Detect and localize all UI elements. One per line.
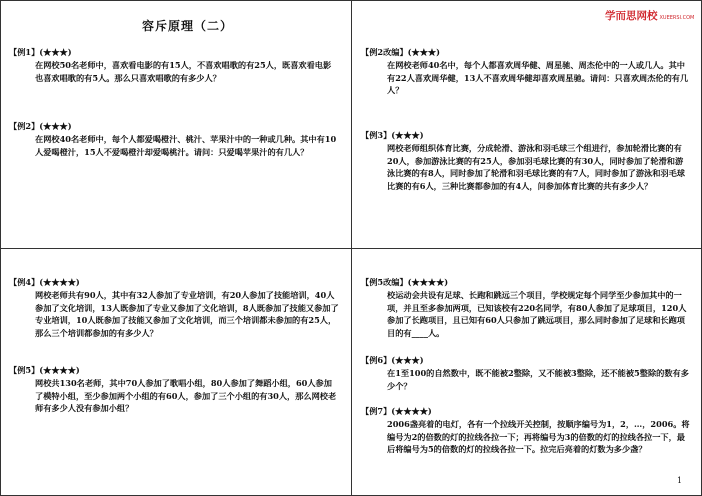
example-body: 网校老师共有90人，其中有32人参加了专业培训，有20人参加了技能培训，40人参加了文化培训，13人既参加了专业又参加了文化培训，8人既参加了技能又参加了专业培训，10人既参加了技能又参加了文化培训，而三个培训都未参加的有25人，那么三个培训都参加的有多少人？: [35, 289, 339, 339]
example-3: [361, 129, 691, 193]
brand-name: 学而思网校: [605, 10, 658, 22]
example-tag: 【例5】(★★★★): [9, 365, 80, 375]
example-tag: 【例4】(★★★★): [9, 277, 80, 287]
example-tag: 【例5改编】(★★★★): [361, 277, 449, 287]
example-7: [361, 405, 691, 456]
example-tag: 【例2改编】(★★★): [361, 47, 440, 57]
horizontal-divider: [0, 248, 702, 249]
example-6: [361, 354, 691, 392]
example-2: [9, 120, 339, 158]
example-body: 在1至100的自然数中，既不能被2整除，又不能被3整除，还不能被5整除的数有多少个？: [387, 367, 689, 391]
example-tag: 【例6】(★★★): [361, 355, 424, 365]
example-body: 网校老师组织体育比赛，分成轮滑、游泳和羽毛球三个组进行，参加轮滑比赛的有20人，参加游泳比赛的有25人，参加羽毛球比赛的有30人，同时参加了轮滑和游泳比赛的有8人，同时参加了轮滑和羽毛球比赛的有7人，同时参加了游泳和羽毛球比赛的有6人，三种比赛都参加的有4人，问参加体育比赛的共有多少人？: [387, 142, 685, 192]
example-body: 2006盏亮着的电灯，各有一个拉线开关控制，按顺序编号为1，2，…，2006。将编号为2的倍数的灯的拉线各拉一下；再将编号为3的倍数的灯的拉线各拉一下，最后将编号为5的倍数的灯的拉线各拉一下。拉完后亮着的灯数为多少盏？: [387, 418, 690, 455]
example-5-variant: [361, 276, 691, 340]
brand-logo: [605, 4, 697, 22]
example-5: [9, 364, 339, 415]
example-body: 在网校40名老师中，每个人都爱喝橙汁、桃汁、苹果汁中的一种或几种。其中有10人爱喝橙汁，15人不爱喝橙汁却爱喝桃汁。请问：只爱喝苹果汁的有几人？: [35, 133, 337, 157]
example-4: [9, 276, 339, 340]
example-1: [9, 46, 339, 84]
example-tag: 【例7】(★★★★): [361, 406, 432, 416]
example-body: 校运动会共设有足球、长跑和跳远三个项目，学校规定每个同学至少参加其中的一项，并且至多参加两项，已知该校有220名同学，有80人参加了足球项目，120人参加了长跑项目，且已知有60人只参加了跳远项目，那么同时参加了足球和长跑项目的有____人。: [387, 289, 687, 339]
example-2-variant: [361, 46, 691, 97]
example-tag: 【例3】(★★★): [361, 130, 424, 140]
example-body: 在网校老师40名中，每个人都喜欢周华健、周星驰、周杰伦中的一人或几人。其中有22人喜欢周华健，13人不喜欢周华健却喜欢周星驰。请问：只喜欢周杰伦的有几人？: [387, 59, 689, 96]
example-body: 网校共130名老师，其中70人参加了歌唱小组，80人参加了舞蹈小组，60人参加了模特小组，至少参加两个小组的有60人，参加了三个小组的有30人，那么网校老师有多少人没有参加小组？: [35, 377, 337, 414]
page-title: 容斥原理（二）: [142, 19, 234, 33]
example-tag: 【例1】(★★★): [9, 47, 72, 57]
example-tag: 【例2】(★★★): [9, 121, 72, 131]
example-body: 在网校50名老师中，喜欢看电影的有15人，不喜欢唱歌的有25人，既喜欢看电影也喜欢唱歌的有5人。那么只喜欢唱歌的有多少人？: [35, 59, 332, 83]
page-number: 1: [677, 476, 683, 485]
brand-sub: XUEERSI.COM: [659, 15, 695, 21]
